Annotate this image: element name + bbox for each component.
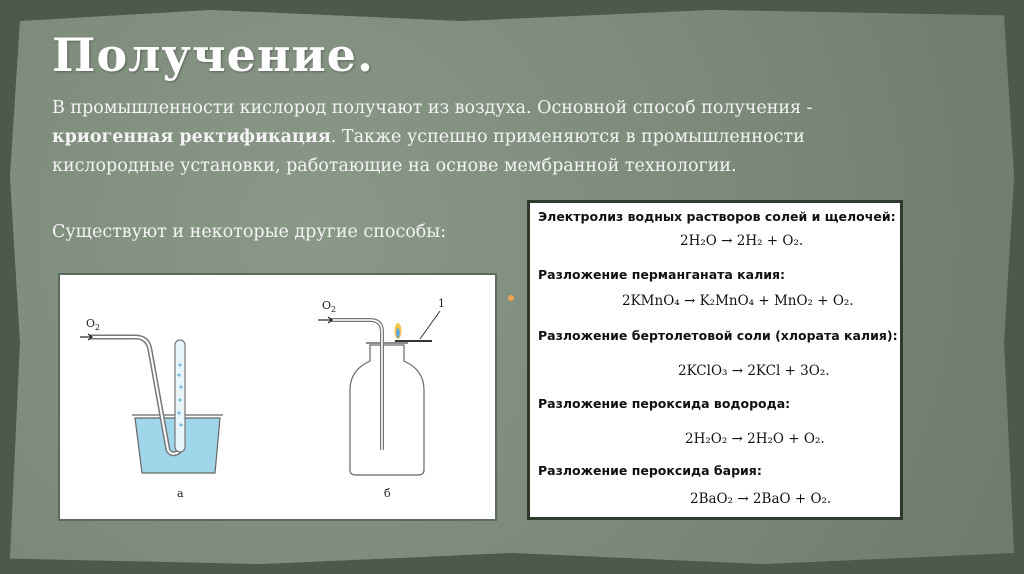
eq-formula-3: 2KClO₃ → 2KCl + 3O₂. (678, 363, 830, 379)
page-title: Получение. (52, 28, 375, 82)
eq-heading-3: Разложение бертолетовой соли (хлората калия): (538, 328, 898, 343)
eq-formula-2: 2KMnO₄ → K₂MnO₄ + MnO₂ + O₂. (622, 293, 854, 309)
o2-label-left: $O_2$ (86, 317, 101, 332)
eq-heading-2: Разложение перманганата калия: (538, 267, 786, 282)
eq-heading-4: Разложение пероксида водорода: (538, 396, 791, 411)
eq-heading-5: Разложение пероксида бария: (538, 463, 762, 478)
eq-formula-1: 2H₂O → 2H₂ + O₂. (680, 233, 804, 249)
bottle (350, 345, 424, 475)
paragraph-part1: В промышленности кислород получают из воздуха. Основной способ получения - (52, 98, 813, 118)
paragraph-bold: криогенная ректификация (52, 127, 331, 147)
test-tube (175, 340, 185, 452)
label-a: а (177, 487, 184, 500)
other-methods-text: Существуют и некоторые другие способы: (52, 222, 447, 242)
equations-panel (527, 200, 903, 520)
eq-formula-4: 2H₂O₂ → 2H₂O + O₂. (685, 431, 825, 447)
equations-content (530, 203, 900, 517)
bullet-dot (508, 295, 514, 301)
label-b: б (384, 487, 391, 500)
eq-heading-1: Электролиз водных растворов солей и щелочей: (538, 209, 896, 224)
apparatus-drawing (60, 275, 495, 519)
o2-label-right: $O_2$ (322, 299, 337, 314)
eq-formula-5: 2BaO₂ → 2BaO + O₂. (690, 491, 832, 507)
paragraph-part2: . Также успешно применяются в промышленности кислородные установки, работающие на основе мембранной технологии. (52, 127, 805, 176)
label-1: 1 (438, 297, 445, 310)
apparatus-figure (58, 273, 497, 521)
intro-paragraph (52, 94, 912, 181)
